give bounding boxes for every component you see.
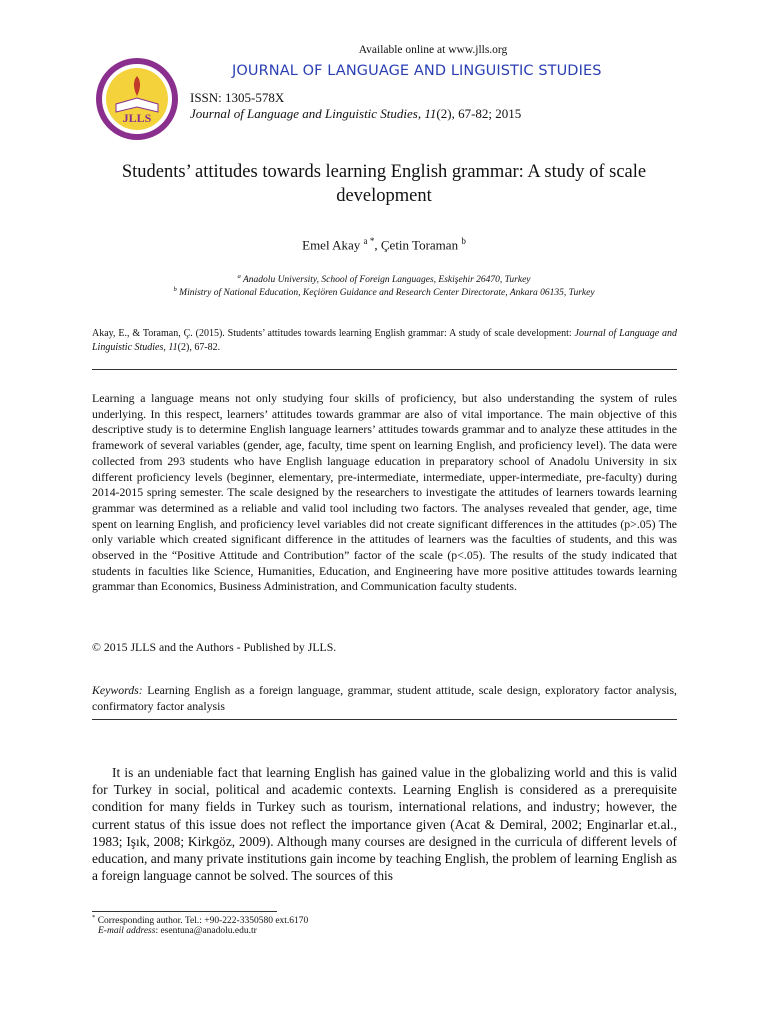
logo-lettering: JLLS (122, 111, 152, 125)
affiliation-b (0, 286, 768, 298)
journal-name-italic: Journal of Language and Linguistic Studies, 11 (190, 106, 437, 121)
author-line (0, 236, 768, 253)
author-1-mark: a * (363, 236, 375, 246)
citation-block (92, 327, 677, 355)
availability-line: Available online at www.jlls.org (358, 44, 508, 56)
citation-tail: (2), 67-82. (177, 342, 221, 353)
copyright-line: © 2015 JLLS and the Authors - Published by JLLS. (92, 640, 337, 654)
abstract-bottom-rule (92, 719, 677, 720)
email-address[interactable]: : esentuna@anadolu.edu.tr (155, 926, 257, 936)
article-title: Students’ attitudes towards learning English grammar: A study of scale development (121, 162, 647, 206)
abstract-top-rule (92, 369, 677, 370)
author-2-mark: b (461, 236, 466, 246)
citation-journal: Journal of Language and Linguistic Studies, 11 (92, 328, 678, 353)
footnote-phone: Corresponding author. Tel.: +90-222-3350580 ext.6170 (95, 916, 309, 927)
keywords (92, 682, 677, 714)
journal-citation-line (190, 106, 521, 122)
affiliation-a-text: Anadolu University, School of Foreign Languages, Eskişehir 26470, Turkey (243, 275, 531, 286)
footnote-rule (92, 911, 277, 912)
footnote-mark: * (92, 914, 96, 921)
footnote-email (98, 926, 257, 936)
keywords-label: Keywords: (92, 683, 143, 697)
affiliation-a-mark: a (237, 273, 241, 280)
email-label: E-mail address (98, 926, 156, 936)
issn: ISSN: 1305-578X (190, 90, 285, 105)
abstract-text: Learning a language means not only studying four skills of proficiency, but also understanding the system of rules underlying. In this respect, learners’ attitudes towards grammar are also of vital importance. The main objective of this descriptive study is to determine English language learners’ attitudes towards grammar and to analyze these attitudes in the framework of several variables (gender, age, faculty, time spent on learning English, and proficiency level). The data were collected from 293 students who have English language education in preparatory school of Anadolu University in six different proficiency levels (beginner, elementary, pre-intermediate, intermediate, upper-intermediate, pre-faculty) during 2014-2015 spring semester. The scale designed by the researchers to investigate the attitudes of learners towards learning grammar was determined as a reliable and valid tool including two factors. The analyses revealed that gender, age, time spent on learning English, and proficiency level variables did not create significant differences in the attitudes (p>.05) The only variable which created significant difference in the attitudes of learners was the faculties of students, and this was observed in the “Positive Attitude and Contribution” factor of the scale (p<.05). The results of the study indicated that students in faculties like Science, Humanities, Education, and Engineering have more positive attitudes towards learning grammar than Economics, Business Administration, and Communication faculty students. (92, 391, 677, 594)
journal-banner: JOURNAL OF LANGUAGE AND LINGUISTIC STUDIES (232, 63, 602, 79)
jlls-logo (94, 56, 180, 142)
affiliation-a (0, 273, 768, 285)
citation-lead: Akay, E., & Toraman, Ç. (2015). Students’ attitudes towards learning English grammar: A study of scale development: (92, 328, 575, 339)
introduction-paragraph: It is an undeniable fact that learning English has gained value in the globalizing world and this is valid for Turkey in social, political and academic contexts. Learning English is considered as a prerequisite condition for many fields in Turkey such as tourism, international relations, and industry; however, the current status of this issue does not reflect the importance given (Acat & Demiral, 2002; Enginarlar et.al., 1983; Işık, 2008; Kirkgöz, 2009). Although many courses are designed in the curricula of different levels of education, and many private institutions gain income by teaching English, the problem of learning English as a foreign language cannot be solved. The sources of this (92, 765, 677, 884)
affiliation-b-mark: b (173, 286, 177, 293)
footnote-corresponding (92, 914, 308, 926)
affiliation-b-text: Ministry of National Education, Keçiören Guidance and Research Center Directorate, Ankara 06135, Turkey (179, 288, 595, 299)
author-2: , Çetin Toraman (374, 237, 459, 253)
author-1: Emel Akay (302, 237, 361, 253)
journal-issue: (2), 67-82; 2015 (436, 106, 522, 121)
keywords-list: Learning English as a foreign language, grammar, student attitude, scale design, exploratory factor analysis, confirmatory factor analysis (92, 683, 677, 713)
